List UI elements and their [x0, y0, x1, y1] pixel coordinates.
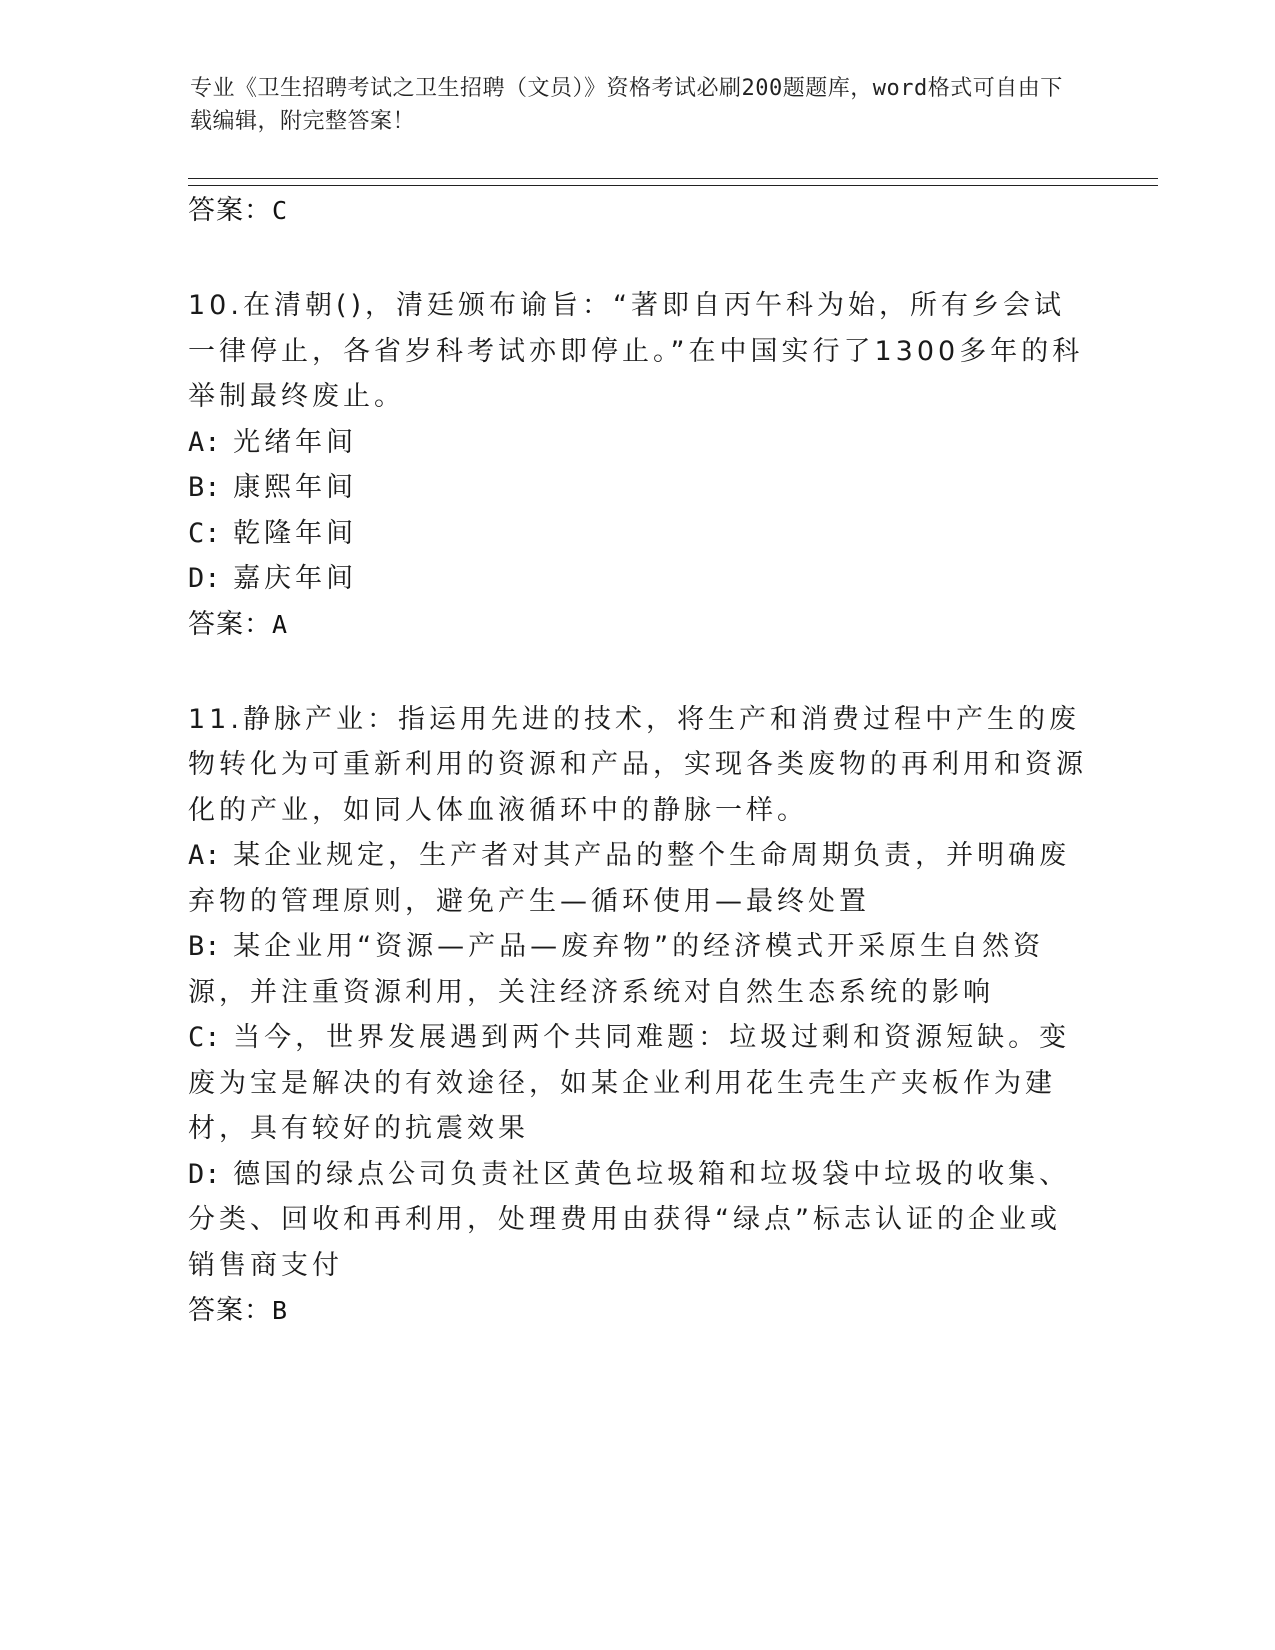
option-b [188, 465, 1088, 511]
option-text: 康熙年间 [233, 472, 358, 503]
option-text: 某企业用“资源—产品—废弃物”的经济模式开采原生自然资源，并注重资源利用，关注经济系统对自然生态系统的影响 [188, 931, 1045, 1008]
option-b [188, 924, 1088, 1015]
option-text: 乾隆年间 [233, 517, 358, 549]
option-text: 当今，世界发展遇到两个共同难题：垃圾过剩和资源短缺。变废为宝是解决的有效途径，如某企业利用花生壳生产夹板作为建材，具有较好的抗震效果 [188, 1022, 1071, 1144]
option-letter: A: [188, 426, 221, 458]
answer-value: C [272, 196, 289, 225]
question-stem: 11.静脉产业：指运用先进的技术，将生产和消费过程中产生的废物转化为可重新利用的资源和产品，实现各类废物的再利用和资源化的产业，如同人体血液循环中的静脉一样。 [188, 703, 1087, 826]
answer-label: 答案： [188, 195, 272, 226]
answer-label: 答案： [188, 1295, 272, 1326]
option-text: 光绪年间 [233, 426, 358, 458]
option-text: 德国的绿点公司负责社区黄色垃圾箱和垃圾袋中垃圾的收集、分类、回收和再利用，处理费用由获得“绿点”标志认证的企业或销售商支付 [188, 1158, 1071, 1281]
option-letter: B: [188, 472, 221, 503]
question-block-11 [188, 697, 1088, 1334]
question-answer [188, 1288, 1088, 1333]
option-d [188, 556, 1088, 602]
option-letter: B: [188, 931, 221, 962]
option-a [188, 420, 1088, 466]
question-stem: 10.在清朝()，清廷颁布谕旨：“著即自丙午科为始，所有乡会试一律停止，各省岁科考试亦即停止。”在中国实行了1300多年的科举制最终废止。 [188, 290, 1084, 412]
option-letter: D: [188, 563, 221, 594]
question-answer [188, 602, 1088, 647]
option-letter: D: [188, 1158, 221, 1190]
question-block-10 [188, 283, 1088, 647]
answer-value: B [272, 1296, 289, 1325]
page-header: 专业《卫生招聘考试之卫生招聘（文员）》资格考试必刷200题题库，word格式可自由下载编辑，附完整答案！ [190, 76, 1063, 134]
spacer [188, 647, 1088, 697]
option-c [188, 1015, 1088, 1152]
option-letter: C: [188, 517, 221, 549]
option-d [188, 1152, 1088, 1289]
question-content [188, 188, 1088, 1333]
previous-answer [188, 188, 1088, 233]
option-letter: C: [188, 1022, 221, 1053]
option-c [188, 511, 1088, 557]
header-divider [188, 178, 1158, 186]
option-text: 某企业规定，生产者对其产品的整个生命周期负责，并明确废弃物的管理原则，避免产生—循环使用—最终处置 [188, 840, 1071, 917]
spacer [188, 233, 1088, 283]
option-text: 嘉庆年间 [233, 563, 358, 594]
answer-value: A [272, 609, 289, 639]
answer-label: 答案： [188, 608, 272, 640]
option-letter: A: [188, 840, 221, 871]
option-a [188, 833, 1088, 924]
